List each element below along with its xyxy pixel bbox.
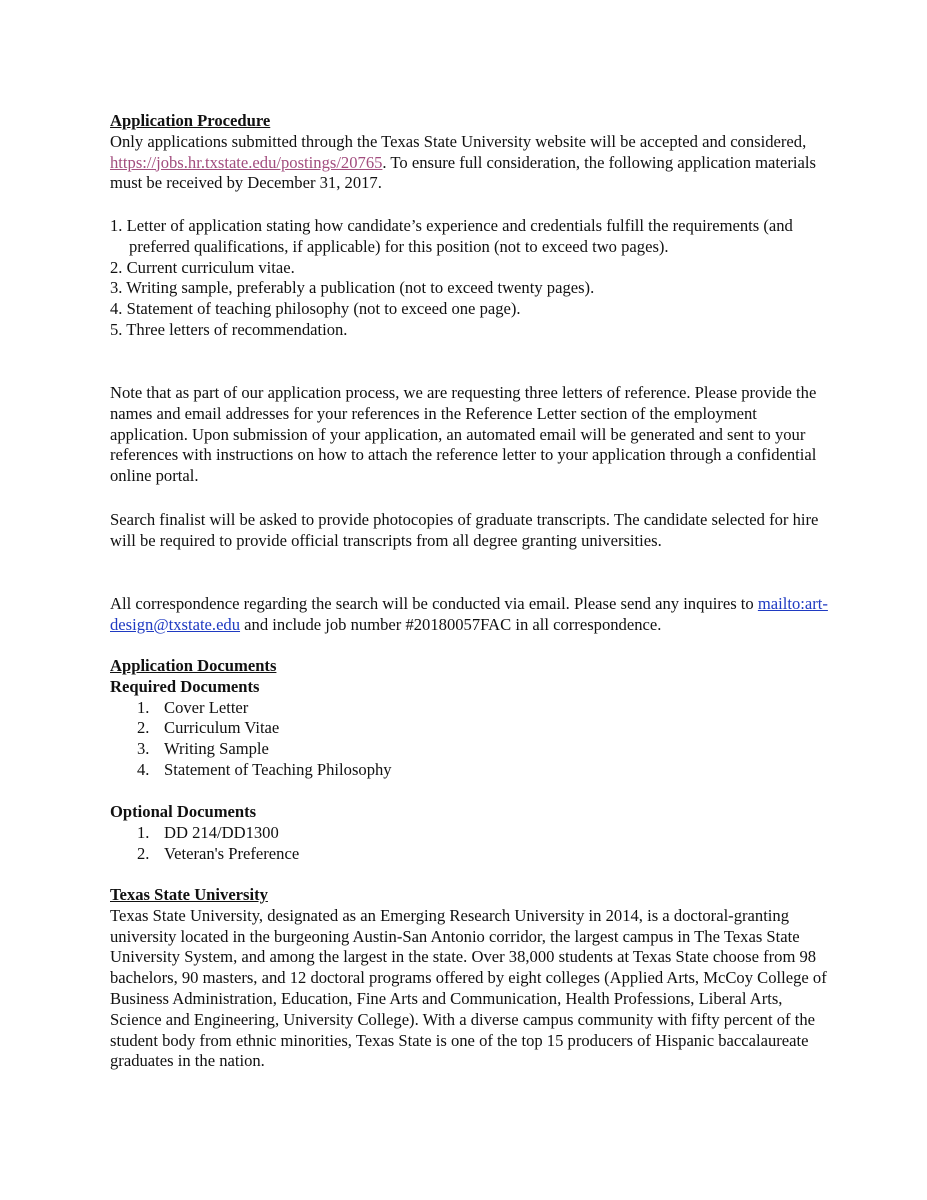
list-label: Writing Sample <box>164 739 269 759</box>
required-documents-heading: Required Documents <box>110 676 260 696</box>
list-item <box>110 823 830 844</box>
correspondence-text-start: All correspondence regarding the search will be conducted via email. Please send any inquires to <box>110 594 758 613</box>
intro-text-end: . To ensure full consideration, the following application materials must be received by December 31, 2017. <box>110 152 816 193</box>
list-label: Veteran's Preference <box>164 843 300 863</box>
list-number: 1. <box>137 822 150 842</box>
intro-text-start: Only applications submitted through the Texas State University website will be accepted and considered, <box>110 131 807 151</box>
university-paragraph: Texas State University, designated as an Emerging Research University in 2014, is a doctoral-granting university located in the burgeoning Austin-San Antonio corridor, the largest campus in The Texas State University System, and among the largest in the state. Over 38,000 students at Texas State choose from 98 bachelors, 90 masters, and 12 doctoral programs offered by eight colleges (Applied Arts, McCoy College of Business Administration, Education, Fine Arts and Communication, Health Professions, Liberal Arts, Science and Engineering, University College). With a diverse campus community with fifty percent of the student body from ethnic minorities, Texas State is one of the top 15 producers of Hispanic baccalaureate graduates in the nation. <box>110 905 827 1071</box>
transcripts-paragraph: Search finalist will be asked to provide photocopies of graduate transcripts. The candidate selected for hire will be required to provide official transcripts from all degree granting universities. <box>110 510 819 550</box>
correspondence-text-end: and include job number #20180057FAC in all correspondence. <box>240 614 662 634</box>
list-item: 2. Current curriculum vitae. <box>110 257 295 277</box>
references-paragraph: Note that as part of our application process, we are requesting three letters of reference. Please provide the names and email addresses for your references in the Reference Letter section of the employment application. Upon submission of your application, an automated email will be generated and sent to your references with instructions on how to attach the reference letter to your application through a confidential online portal. <box>110 383 817 486</box>
email-link[interactable]: mailto:art-design@txstate.edu <box>110 594 828 634</box>
list-item <box>110 718 830 739</box>
optional-documents-section <box>110 802 830 864</box>
correspondence-paragraph <box>110 594 830 636</box>
university-section <box>110 885 830 1072</box>
list-item: 3. Writing sample, preferably a publication (not to exceed twenty pages). <box>110 278 595 298</box>
list-item: 5. Three letters of recommendation. <box>110 319 348 339</box>
list-number: 3. <box>137 739 150 759</box>
list-item <box>110 698 830 719</box>
list-item <box>110 844 830 865</box>
list-label: Cover Letter <box>164 697 249 717</box>
optional-documents-list <box>110 823 830 865</box>
list-label: DD 214/DD1300 <box>164 822 279 842</box>
list-item: 1. Letter of application stating how candidate’s experience and credentials fulfill the requirements (and preferred qualifications, if applicable) for this position (not to exceed two pages). <box>110 216 793 256</box>
list-item: 4. Statement of teaching philosophy (not to exceed one page). <box>110 299 521 319</box>
list-item <box>110 739 830 760</box>
list-item <box>110 760 830 781</box>
list-number: 2. <box>137 718 150 738</box>
optional-documents-heading: Optional Documents <box>110 802 257 821</box>
application-materials-list <box>110 216 830 341</box>
job-posting-link[interactable]: https://jobs.hr.txstate.edu/postings/20765 <box>110 152 383 172</box>
application-procedure-section <box>110 111 830 194</box>
list-number: 2. <box>137 843 150 863</box>
list-label: Statement of Teaching Philosophy <box>164 759 392 779</box>
procedure-intro <box>110 132 830 194</box>
required-documents-list <box>110 698 830 781</box>
list-number: 4. <box>137 759 150 779</box>
application-procedure-heading: Application Procedure <box>110 111 271 130</box>
university-heading: Texas State University <box>110 885 268 904</box>
application-documents-heading: Application Documents <box>110 656 277 675</box>
application-documents-section <box>110 656 830 781</box>
list-number: 1. <box>137 697 150 717</box>
list-label: Curriculum Vitae <box>164 718 280 738</box>
